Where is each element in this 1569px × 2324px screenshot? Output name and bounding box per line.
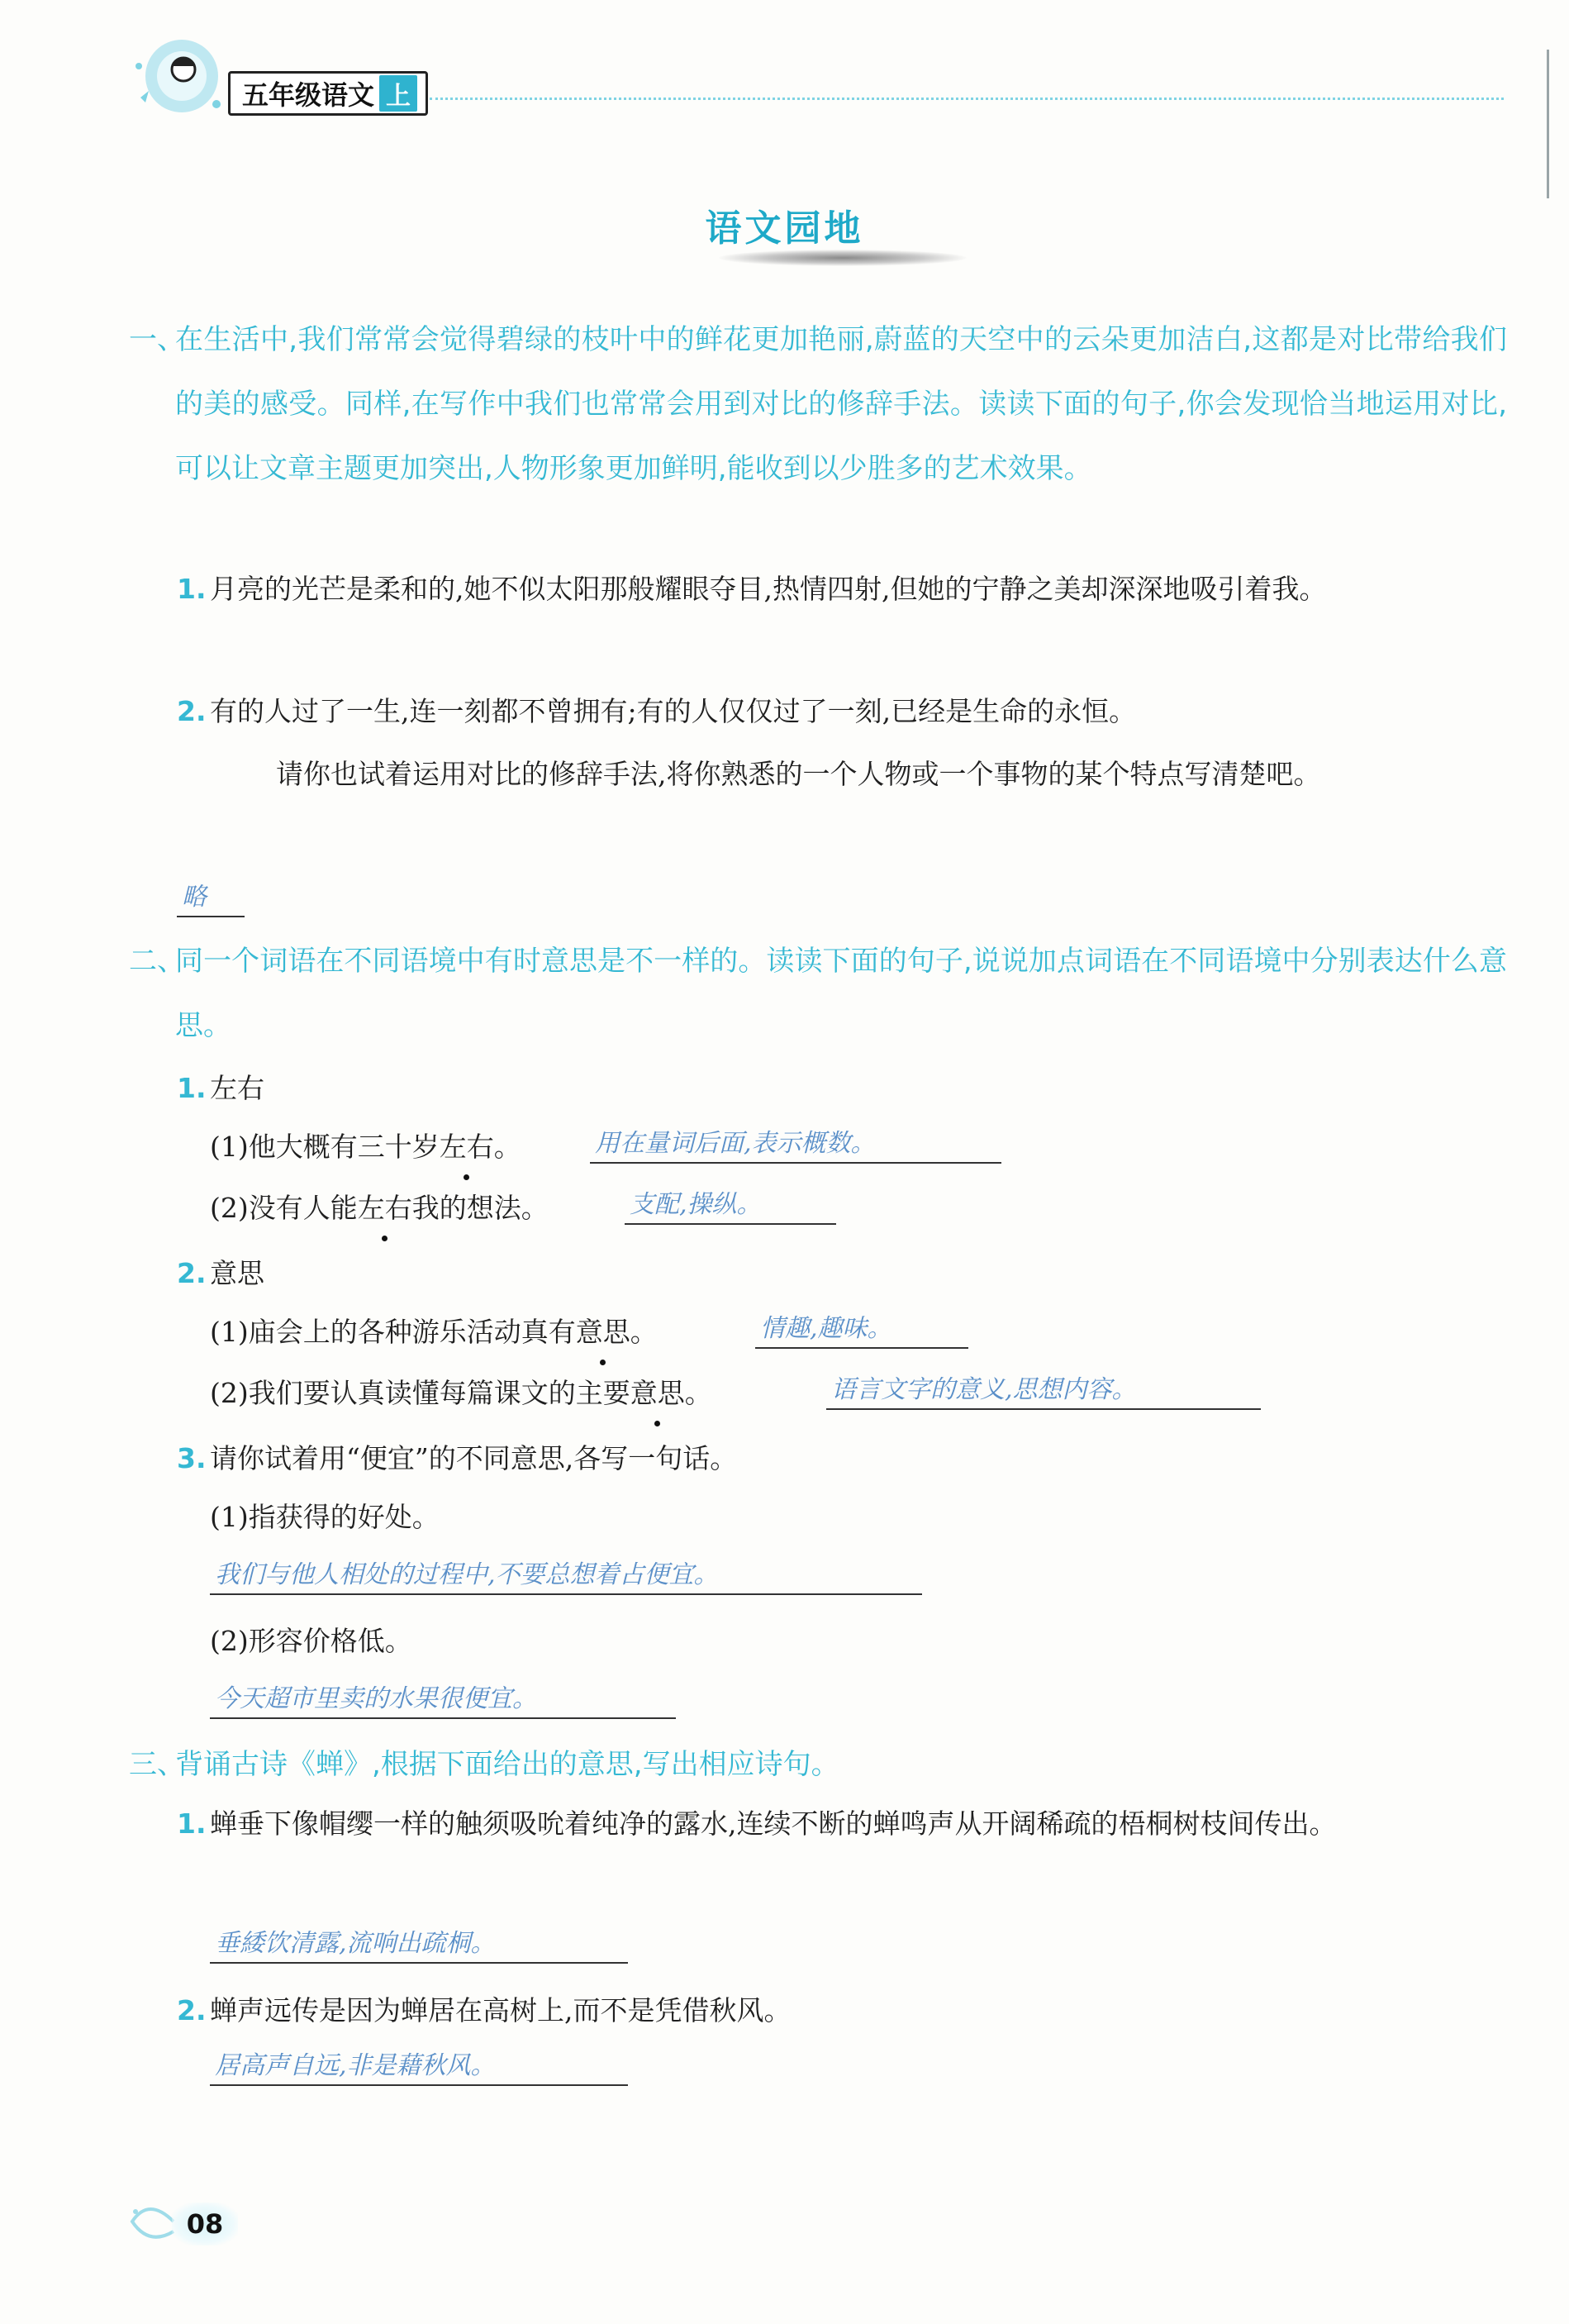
section-title: 语文园地 — [705, 207, 864, 250]
term-label: 上 — [379, 75, 417, 112]
q2-w3-answer-2: 今天超市里卖的水果很便宜。 — [210, 1681, 676, 1719]
sentence-text: (2)没有人能 — [210, 1192, 358, 1224]
q1-item-1 — [177, 559, 1507, 620]
q2-w3-prompt-1: (1)指获得的好处。 — [210, 1501, 440, 1533]
q2-word-3-number: 3. — [177, 1442, 207, 1474]
q2-word-2-label: 意思 — [210, 1257, 264, 1289]
question-2-text: 同一个词语在不同语境中有时意思是不一样的。读读下面的句子,说说加点词语在不同语境中分别表达什么意思。 — [175, 945, 1507, 1042]
dotted-word: 左右 — [358, 1183, 412, 1233]
dotted-word: 意思 — [630, 1369, 685, 1418]
q2-word-2-number: 2. — [177, 1257, 207, 1289]
grade-label: 五年级语文 — [242, 79, 375, 111]
q2-w2-answer-2: 语言文字的意义,思想内容。 — [826, 1372, 1261, 1410]
header-mascot-icon — [124, 33, 231, 124]
q1-answer: 略 — [177, 879, 245, 917]
q3-item-1 — [177, 1793, 1507, 1855]
q3-item-1-answer: 垂緌饮清露,流响出疏桐。 — [210, 1926, 628, 1964]
sentence-text: (1)庙会上的各种游乐活动真有 — [210, 1316, 576, 1348]
q3-item-2 — [177, 1980, 1507, 2041]
q1-instruction: 请你也试着运用对比的修辞手法,将你熟悉的一个人物或一个事物的某个特点写清楚吧。 — [276, 758, 1321, 790]
sentence-text: 。 — [684, 1377, 712, 1409]
sentence-text: (1)他大概有三十岁 — [210, 1131, 440, 1163]
page-edge-rule — [1547, 50, 1549, 198]
question-2 — [129, 929, 1507, 1058]
sentence-text: (2)我们要认真读懂每篇课文的主要 — [210, 1377, 630, 1409]
q2-w2-sentence-1 — [210, 1307, 658, 1357]
question-1 — [129, 307, 1507, 501]
q1-item-2 — [177, 681, 1507, 742]
question-3 — [129, 1732, 1507, 1797]
question-3-number: 三、 — [129, 1748, 185, 1781]
q1-item-2-text: 有的人过了一生,连一刻都不曾拥有;有的人仅仅过了一刻,已经是生命的永恒。 — [210, 695, 1137, 727]
sentence-text: 我的想法。 — [411, 1192, 549, 1224]
q2-w2-sentence-2 — [210, 1369, 712, 1418]
q2-word-1 — [177, 1058, 673, 1119]
question-3-text: 背诵古诗《蝉》,根据下面给出的意思,写出相应诗句。 — [175, 1748, 839, 1781]
q1-item-2-number: 2. — [177, 695, 207, 727]
q3-item-2-number: 2. — [177, 1994, 207, 2026]
header-dotted-rule — [430, 98, 1504, 100]
question-2-number: 二、 — [129, 945, 185, 978]
question-1-number: 一、 — [129, 323, 185, 356]
q1-item-1-text: 月亮的光芒是柔和的,她不似太阳那般耀眼夺目,热情四射,但她的宁静之美却深深地吸引着我。 — [210, 573, 1327, 605]
q2-word-3 — [177, 1428, 1507, 1489]
dotted-word: 左右 — [440, 1122, 494, 1172]
q2-w1-answer-2: 支配,操纵。 — [625, 1187, 836, 1225]
q2-w1-answer-1: 用在量词后面,表示概数。 — [590, 1126, 1001, 1164]
q2-word-2 — [177, 1243, 673, 1304]
q2-w1-sentence-1 — [210, 1122, 521, 1172]
q3-item-2-answer: 居高声自远,非是藉秋风。 — [210, 2048, 628, 2086]
q3-item-1-text: 蝉垂下像帽缨一样的触须吸吮着纯净的露水,连续不断的蝉鸣声从开阔稀疏的梧桐树枝间传出。 — [210, 1807, 1337, 1840]
q2-w3-answer-1: 我们与他人相处的过程中,不要总想着占便宜。 — [210, 1557, 922, 1595]
question-1-text: 在生活中,我们常常会觉得碧绿的枝叶中的鲜花更加艳丽,蔚蓝的天空中的云朵更加洁白,这都是对比带给我们的美的感受。同样,在写作中我们也常常会用到对比的修辞手法。读读下面的句子,你会发现恰当地运用对比,可以让文章主题更加突出,人物形象更加鲜明,能收到以少胜多的艺术效果。 — [175, 323, 1507, 485]
q3-item-2-text: 蝉声远传是因为蝉居在高树上,而不是凭借秋风。 — [210, 1994, 792, 2026]
q1-item-1-number: 1. — [177, 573, 207, 605]
q2-w2-answer-1: 情趣,趣味。 — [755, 1311, 968, 1349]
q2-word-1-number: 1. — [177, 1072, 207, 1104]
q2-w1-sentence-2 — [210, 1183, 549, 1233]
sentence-text: 。 — [630, 1316, 658, 1348]
grade-badge — [228, 71, 428, 116]
page-number: 08 — [172, 2203, 238, 2245]
title-brush-decoration — [719, 250, 967, 266]
dotted-word: 意思 — [576, 1307, 630, 1357]
q2-word-1-label: 左右 — [210, 1072, 264, 1104]
q3-item-1-number: 1. — [177, 1807, 207, 1840]
q2-w3-prompt-2: (2)形容价格低。 — [210, 1625, 412, 1657]
q2-word-3-label: 请你试着用“便宜”的不同意思,各写一句话。 — [210, 1442, 738, 1474]
sentence-text: 。 — [493, 1131, 521, 1163]
